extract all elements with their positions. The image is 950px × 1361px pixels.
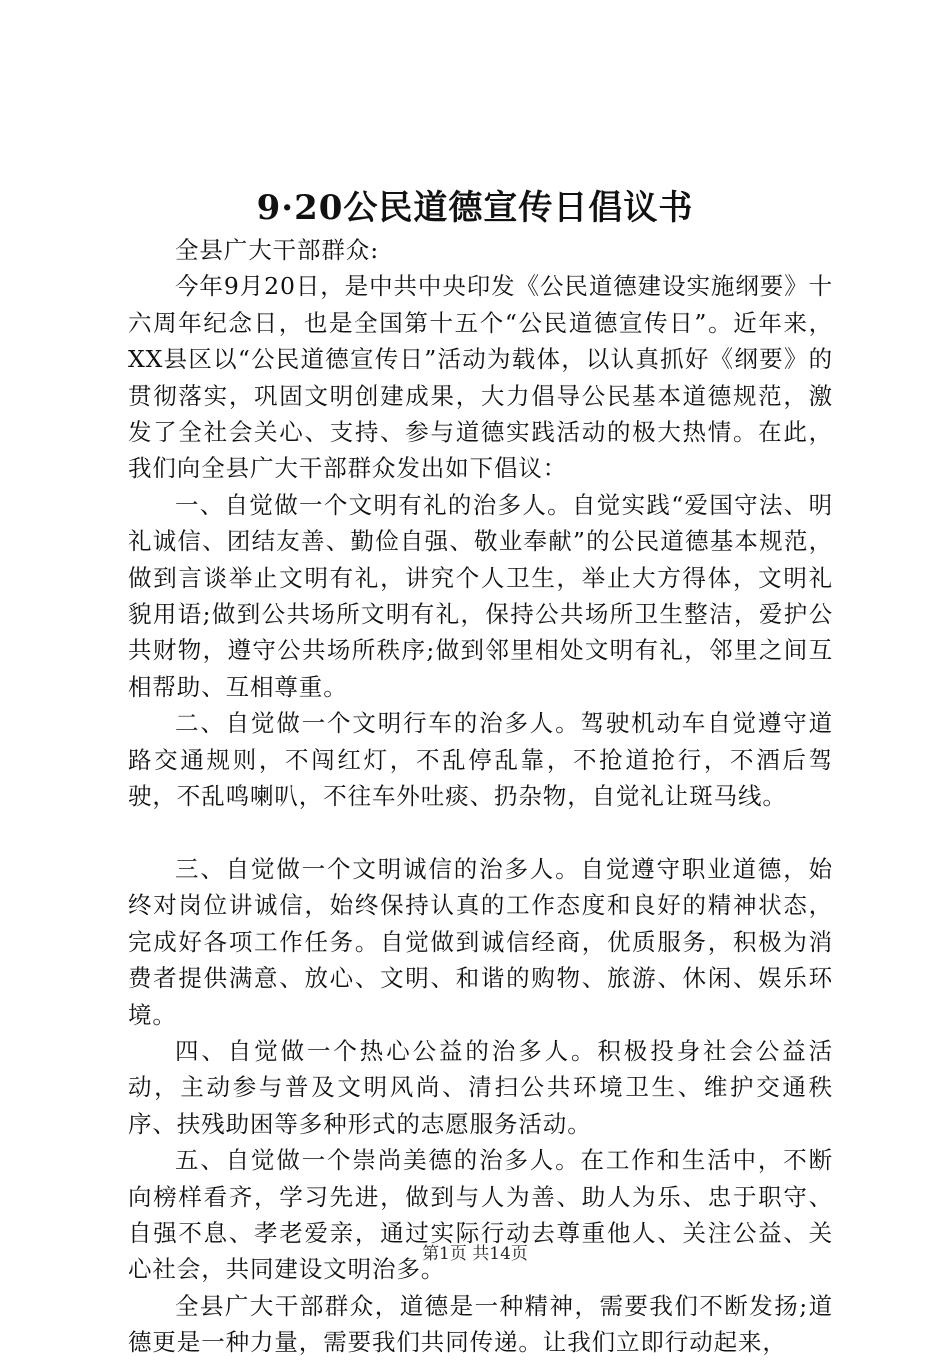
paragraph-item-4: 四、自觉做一个热心公益的治多人。积极投身社会公益活动，主动参与普及文明风尚、清扫公共环境卫生、维护交通秩序、扶残助困等多种形式的志愿服务活动。 <box>128 1036 833 1138</box>
page-footer: 第1页 共14页 <box>422 1244 528 1264</box>
document-body <box>128 232 833 1361</box>
paragraph-item-2: 二、自觉做一个文明行车的治多人。驾驶机动车自觉遵守道路交通规则，不闯红灯，不乱停乱靠，不抢道抢行，不酒后驾驶，不乱鸣喇叭，不往车外吐痰、扔杂物，自觉礼让斑马线。 <box>128 709 833 811</box>
paragraph-item-3: 三、自觉做一个文明诚信的治多人。自觉遵守职业道德，始终对岗位讲诚信，始终保持认真的工作态度和良好的精神状态，完成好各项工作任务。自觉做到诚信经商，优质服务，积极为消费者提供满意、放心、文明、和谐的购物、旅游、休闲、娱乐环境。 <box>128 854 833 1029</box>
paragraph-intro: 今年9月20日，是中共中央印发《公民道德建设实施纲要》十六周年纪念日，也是全国第十五个“公民道德宣传日”。近年来，XX县区以“公民道德宣传日”活动为载体，以认真抓好《纲要》的贯彻落实，巩固文明创建成果，大力倡导公民基本道德规范，激发了全社会关心、支持、参与道德实践活动的极大热情。在此，我们向全县广大干部群众发出如下倡议： <box>128 272 833 483</box>
salutation: 全县广大干部群众: <box>175 236 380 264</box>
paragraph-item-5: 五、自觉做一个崇尚美德的治多人。在工作和生活中，不断向榜样看齐，学习先进，做到与人为善、助人为乐、忠于职守、自强不息、孝老爱亲，通过实际行动去尊重他人、关注公益、关心社会，共同建设文明治多。 <box>128 1146 833 1284</box>
paragraph-closing: 全县广大干部群众，道德是一种精神，需要我们不断发扬;道德更是一种力量，需要我们共同传递。让我们立即行动起来， <box>128 1291 833 1357</box>
document-title: 9·20公民道德宣传日倡议书 <box>256 188 694 228</box>
paragraph-item-1: 一、自觉做一个文明有礼的治多人。自觉实践“爱国守法、明礼诚信、团结友善、勤俭自强、敬业奉献”的公民道德基本规范，做到言谈举止文明有礼，讲究个人卫生，举止大方得体，文明礼貌用语;做到公共场所文明有礼，保持公共场所卫生整洁，爱护公共财物，遵守公共场所秩序;做到邻里相处文明有礼，邻里之间互相帮助、互相尊重。 <box>128 490 833 701</box>
